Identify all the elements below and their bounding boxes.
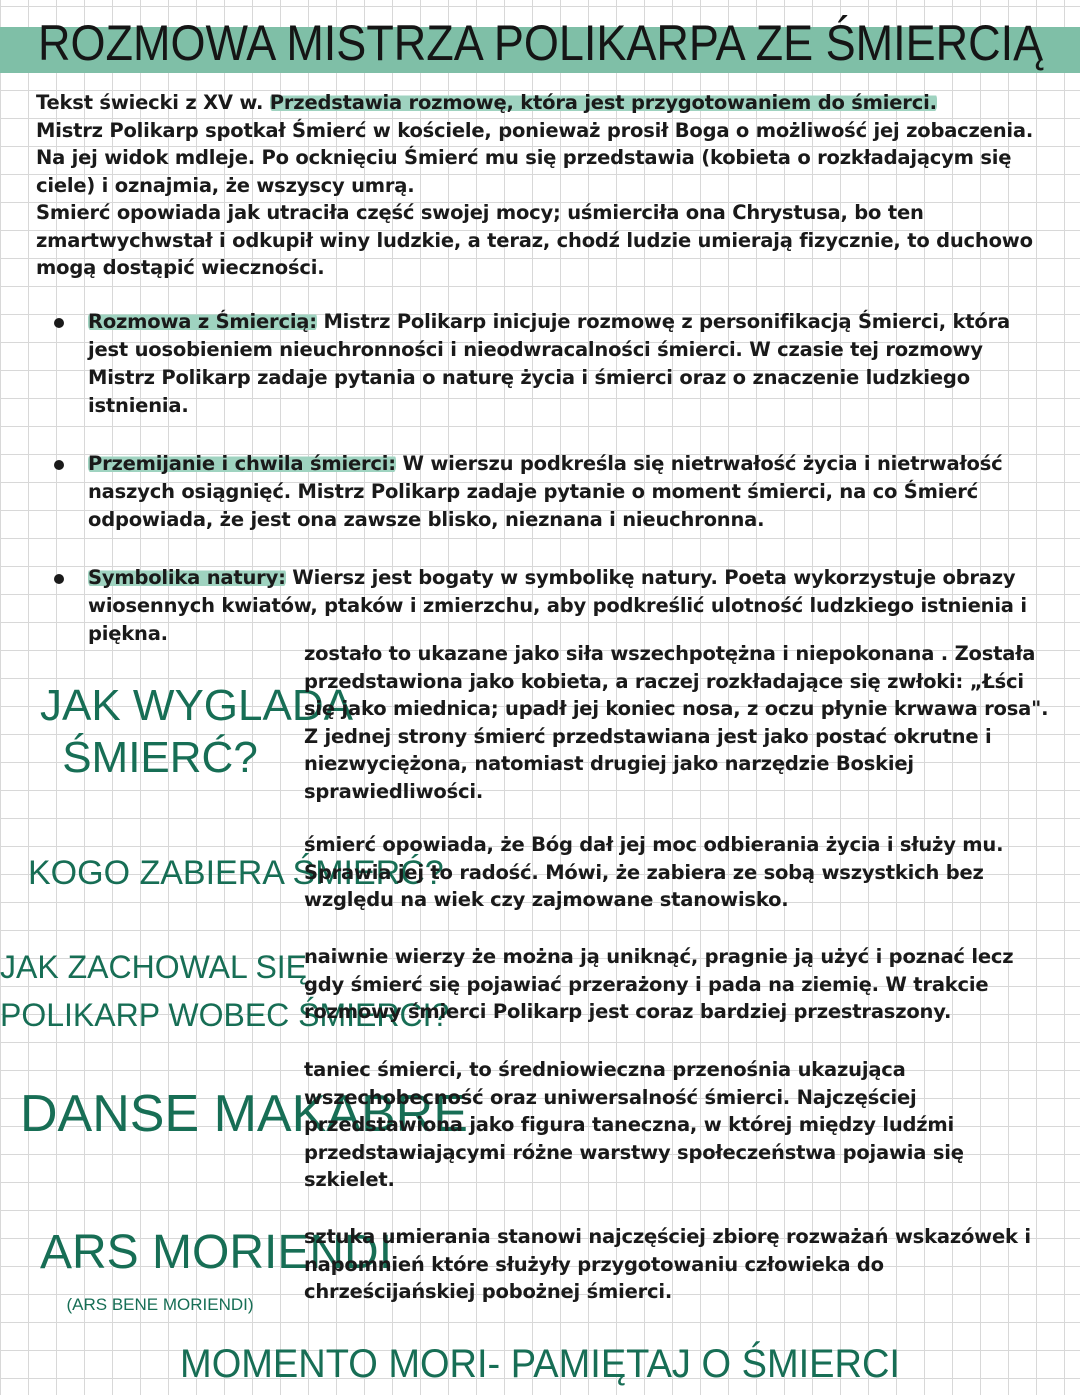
- bullet-text: Wiersz jest bogaty w symbolikę natury. Poeta wykorzystuje obrazy wiosennych kwiatów, ptaków i zmierzchu, aby podkreślić ulotność ludzkiego istnienia i piękna.: [88, 566, 1027, 645]
- heading-subtitle: (ARS BENE MORIENDI): [66, 1295, 254, 1314]
- bullet-text: W wierszu podkreśla się nietrwałość życia i nietrwałość naszych osiągnięć. Mistrz Polikarp zadaje pytanie o moment śmierci, na co Śmierć odpowiada, że jest ona zawsze blisko, nieznana i nieuchronna.: [88, 452, 1003, 531]
- section-heading: [20, 1084, 468, 1144]
- heading-line: ŚMIERĆ?: [62, 733, 258, 782]
- bullet-label: Symbolika natury:: [88, 566, 286, 589]
- section-heading: [0, 943, 450, 1039]
- bullet-dot: [54, 318, 64, 328]
- intro-line-1: [36, 89, 1046, 117]
- answer-text: sztuka umierania stanowi najczęściej zbiorę rozważań wskazówek i napomnień które służyły przygotowaniu człowieka do chrześcijańskiej pobożnej śmierci.: [304, 1225, 1031, 1303]
- intro-line-3: Smierć opowiada jak utraciła część swojej mocy; uśmierciła ona Chrystusa, bo ten zmartwychwstał i odkupił winy ludzkie, a teraz, chodź ludzie umierają fizycznie, to duchowo mogą dostąpić wieczności.: [36, 201, 1033, 279]
- section-answer: [304, 831, 1054, 914]
- bullet-label: Rozmowa z Śmiercią:: [88, 310, 317, 333]
- bullet-item: [50, 564, 1050, 648]
- intro-text: Tekst świecki z XV w.: [36, 91, 270, 114]
- bullet-dot: [54, 460, 64, 470]
- page-title: ROZMOWA MISTRZA POLIKARPA ZE ŚMIERCIĄ: [38, 15, 1044, 71]
- heading-line: POLIKARP WOBEC ŚMIERCI?: [0, 997, 450, 1033]
- heading-line: ARS MORIENDI: [40, 1226, 393, 1279]
- bullet-text: Mistrz Polikarp inicjuje rozmowę z personifikacją Śmierci, która jest uosobieniem nieuchronności i nieodwracalności śmierci. W czasie tej rozmowy Mistrz Polikarp zadaje pytania o naturę życia i śmierci oraz o znaczenie ludzkiego istnienia.: [88, 310, 1010, 417]
- heading-line: JAK ZACHOWAL SIĘ: [0, 949, 308, 985]
- section-heading: [40, 680, 353, 784]
- bullet-label: Przemijanie i chwila śmierci:: [88, 452, 396, 475]
- section-heading: [28, 851, 444, 895]
- footer-motto: MOMENTO MORI- PAMIĘTAJ O ŚMIERCI: [180, 1342, 900, 1386]
- heading-line: KOGO ZABIERA ŚMIERĆ?: [28, 854, 444, 892]
- section-answer: [304, 640, 1054, 805]
- section-heading: [40, 1226, 393, 1331]
- answer-text: naiwnie wierzy że można ją uniknąć, pragnie ją użyć i poznać lecz gdy śmierć się pojawiać przerażony i pada na ziemię. W trakcie rozmowy śmierci Polikarp jest coraz bardziej przestraszony.: [304, 945, 1014, 1023]
- intro-line-2: Mistrz Polikarp spotkał Śmierć w kościele, ponieważ prosił Boga o możliwość jej zobaczenia. Na jej widok mdleje. Po ocknięciu Śmierć mu się przedstawia (kobieta o rozkładającym się ciele) i oznajmia, że wszyscy umrą.: [36, 118, 1034, 197]
- bullet-dot: [54, 574, 64, 584]
- answer-text: zostało to ukazane jako siła wszechpotężna i niepokonana . Została przedstawiona jako kobieta, a raczej rozkładające się zwłoki: „Łści się jako miednica; upadł jej koniec nosa, z oczu płynie krwawa rosa". Z jednej strony śmierć przedstawiana jest jako postać okrutne i niezwyciężona, natomiast drugiej jako narzędzie Boskiej sprawiedliwości.: [304, 642, 1049, 803]
- intro-paragraph: [36, 89, 1046, 282]
- bullet-list: [50, 308, 1050, 678]
- heading-line: JAK WYGLADA: [40, 681, 353, 730]
- section-answer: [304, 943, 1054, 1026]
- intro-highlight: Przedstawia rozmowę, która jest przygotowaniem do śmierci.: [269, 91, 937, 114]
- section-answer: [304, 1223, 1054, 1306]
- section-answer: [304, 1056, 1054, 1194]
- answer-text: taniec śmierci, to średniowieczna przenośnia ukazująca wszechobecność oraz uniwersalność śmierci. Najczęściej przedstawiona jako figura taneczna, w której między ludźmi przedstawiającymi różne warstwy społeczeństwa pojawia się szkielet.: [304, 1058, 964, 1191]
- heading-line: DANSE MAKABRE: [20, 1085, 468, 1143]
- answer-text: śmierć opowiada, że Bóg dał jej moc odbierania życia i służy mu. Sprawia jej to radość. Mówi, że zabiera ze sobą wszystkich bez względu na wiek czy zajmowane stanowisko.: [304, 833, 1004, 911]
- bullet-item: [50, 450, 1050, 534]
- bullet-item: [50, 308, 1050, 420]
